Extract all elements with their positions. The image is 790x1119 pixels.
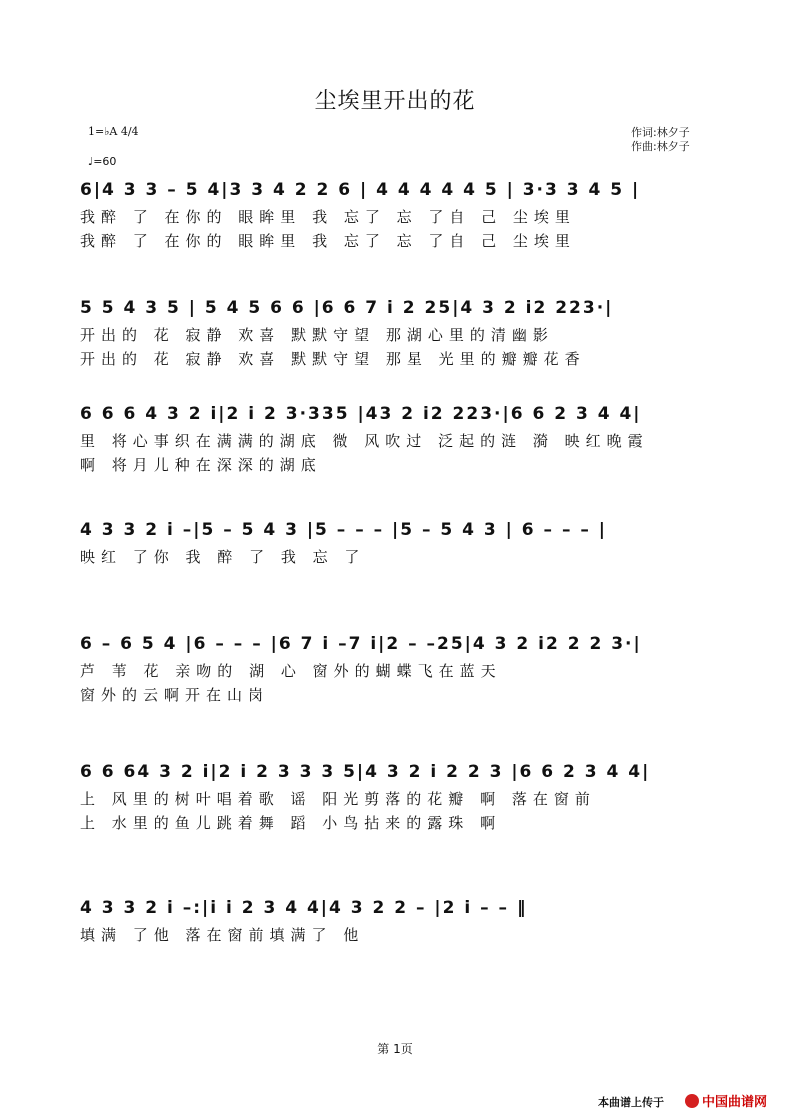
score-system-6 bbox=[80, 762, 730, 836]
composer: 作曲:林夕子 bbox=[631, 140, 690, 153]
lyric-line: 我醉 了 在你的 眼眸里 我 忘了 忘 了自 己 尘埃里 bbox=[80, 232, 576, 250]
page-title: 尘埃里开出的花 bbox=[314, 89, 476, 114]
upload-note: 本曲谱上传于 bbox=[598, 1096, 664, 1109]
score-system-1 bbox=[80, 180, 730, 254]
notation-line: 6|4 3 3 – 5 4|3 3 4 2 2 6 | 4 4 4 4 4 5 | 3·3 3 4 5 | bbox=[80, 180, 641, 200]
page-number: 第 1页 bbox=[377, 1042, 413, 1056]
lyric-line: 窗外的云啊开在山岗 bbox=[80, 686, 270, 704]
notation-line: 6 6 6 4 3 2 i|2 i 2 3·335 |43 2 i2 223·|6 6 2 3 4 4| bbox=[80, 404, 642, 424]
tempo-marking: ♩=60 bbox=[88, 155, 117, 168]
notation-line: 4 3 3 2 i –|5 – 5 4 3 |5 – – – |5 – 5 4 3 | 6 – – – | bbox=[80, 520, 608, 540]
site-logo bbox=[684, 1092, 784, 1110]
notation-line: 6 – 6 5 4 |6 – – – |6 7 i –7 i|2 – –25|4 3 2 i2 2 2 3·| bbox=[80, 634, 642, 654]
lyric-line: 芦 苇 花 亲吻的 湖 心 窗外的蝴蝶飞在蓝天 bbox=[80, 662, 502, 680]
score-system-5 bbox=[80, 634, 730, 708]
lyric-line: 里 将心事织在满满的湖底 微 风吹过 泛起的涟 漪 映红晚霞 bbox=[80, 432, 649, 450]
score-system-4 bbox=[80, 520, 730, 570]
credits bbox=[631, 126, 690, 154]
lyric-line: 填满 了他 落在窗前填满了 他 bbox=[80, 926, 365, 944]
key-signature: 1=♭A 4/4 bbox=[88, 125, 139, 138]
lyric-line: 映红 了你 我 醉 了 我 忘 了 bbox=[80, 548, 366, 566]
site-logo-text: 中国曲谱网 bbox=[702, 1095, 768, 1110]
lyricist: 作词:林夕子 bbox=[631, 126, 690, 139]
lyric-line: 上 风里的树叶唱着歌 谣 阳光剪落的花瓣 啊 落在窗前 bbox=[80, 790, 596, 808]
notation-line: 4 3 3 2 i –:|i i 2 3 4 4|4 3 2 2 – |2 i – – ‖ bbox=[80, 898, 528, 918]
notation-line: 5 5 4 3 5 | 5 4 5 6 6 |6 6 7 i 2 25|4 3 2 i2 223·| bbox=[80, 298, 614, 318]
lyric-line: 上 水里的鱼儿跳着舞 蹈 小鸟拈来的露珠 啊 bbox=[80, 814, 502, 832]
lyric-line: 开出的 花 寂静 欢喜 默默守望 那星 光里的瓣瓣花香 bbox=[80, 350, 586, 368]
score-system-2 bbox=[80, 298, 730, 372]
lyric-line: 开出的 花 寂静 欢喜 默默守望 那湖心里的清幽影 bbox=[80, 326, 554, 344]
notation-line: 6 6 64 3 2 i|2 i 2 3 3 3 5|4 3 2 i 2 2 3 |6 6 2 3 4 4| bbox=[80, 762, 651, 782]
lyric-line: 我醉 了 在你的 眼眸里 我 忘了 忘 了自 己 尘埃里 bbox=[80, 208, 576, 226]
lyric-line: 啊 将月儿种在深深的湖底 bbox=[80, 456, 322, 474]
score-system-3 bbox=[80, 404, 730, 478]
score-system-7 bbox=[80, 898, 730, 948]
